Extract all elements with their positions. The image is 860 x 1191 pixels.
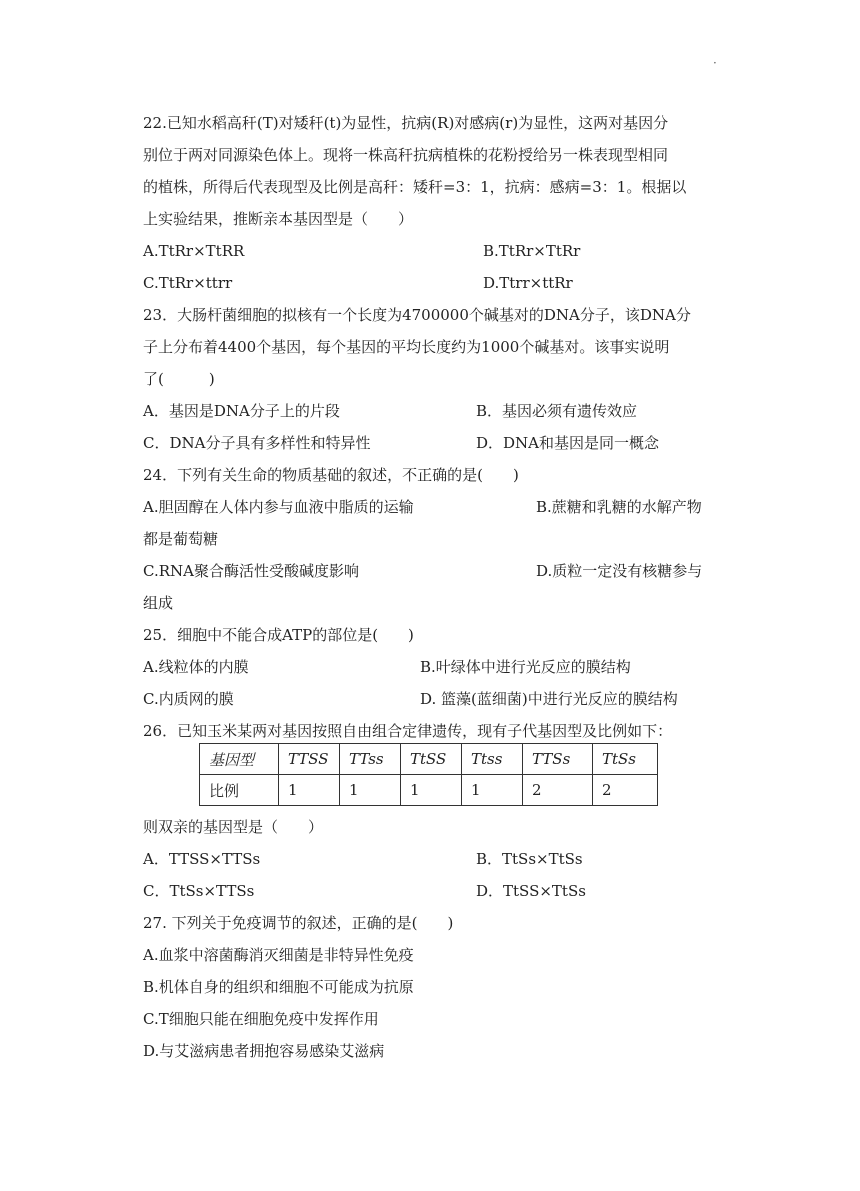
q25-option-d[interactable]: D. 篮藻(蓝细菌)中进行光反应的膜结构 [420, 690, 678, 708]
q26-option-d[interactable]: D．TtSS×TtSs [476, 882, 586, 900]
q22-option-a[interactable]: A.TtRr×TtRR [143, 242, 245, 260]
q25-option-a[interactable]: A.线粒体的内膜 [143, 658, 249, 676]
q24-stem: 24．下列有关生命的物质基础的叙述，不正确的是( ) [143, 466, 519, 484]
q24-option-b-continued[interactable]: 都是葡萄糖 [143, 530, 219, 548]
table-cell: 1 [279, 775, 340, 806]
q26-option-a[interactable]: A．TTSS×TTSs [143, 850, 261, 868]
q23-stem-line-3: 了( ) [143, 370, 215, 388]
q22-stem-line-1: 22.已知水稻高秆(T)对矮秆(t)为显性，抗病(R)对感病(r)为显性，这两对基因分 [143, 114, 669, 132]
table-row [200, 775, 658, 806]
q25-option-c[interactable]: C.内质网的膜 [143, 690, 234, 708]
q27-option-a[interactable]: A.血浆中溶菌酶消灭细菌是非特异性免疫 [143, 946, 414, 964]
table-cell: 2 [593, 775, 658, 806]
q23-option-b[interactable]: B．基因必须有遗传效应 [476, 402, 638, 420]
q22-option-d[interactable]: D.Ttrr×ttRr [483, 274, 573, 292]
q24-option-d[interactable]: D.质粒一定没有核糖参与 [536, 562, 703, 580]
table-cell: 2 [523, 775, 593, 806]
q24-option-d-continued[interactable]: 组成 [143, 594, 174, 612]
table-header-cell: TTSS [279, 744, 340, 775]
q22-stem-line-3: 的植株，所得后代表现型及比例是高秆：矮秆=3：1，抗病：感病=3：1。根据以 [143, 178, 687, 196]
q24-option-a[interactable]: A.胆固醇在人体内参与血液中脂质的运输 [143, 498, 414, 516]
q26-option-b[interactable]: B．TtSs×TtSs [476, 850, 583, 868]
table-header-cell: Ttss [462, 744, 523, 775]
table-header-cell: TtSS [401, 744, 462, 775]
q23-stem-line-2: 子上分布着4400个基因，每个基因的平均长度约为1000个碱基对。该事实说明 [143, 338, 670, 356]
q25-stem: 25．细胞中不能合成ATP的部位是( ) [143, 626, 414, 644]
table-header-row [200, 744, 658, 775]
q27-option-d[interactable]: D.与艾滋病患者拥抱容易感染艾滋病 [143, 1042, 385, 1060]
table-cell: 比例 [200, 775, 279, 806]
q24-option-b[interactable]: B.蔗糖和乳糖的水解产物 [536, 498, 702, 516]
q24-option-c[interactable]: C.RNA聚合酶活性受酸碱度影响 [143, 562, 359, 580]
table-header-cell: TTSs [523, 744, 593, 775]
q23-option-a[interactable]: A．基因是DNA分子上的片段 [143, 402, 340, 420]
q22-stem-line-4: 上实验结果，推断亲本基因型是（ ） [143, 210, 414, 228]
genotype-ratio-table [199, 743, 658, 806]
table-header-cell: 基因型 [200, 744, 279, 775]
q23-option-c[interactable]: C．DNA分子具有多样性和特异性 [143, 434, 371, 452]
q26-stem: 26．已知玉米某两对基因按照自由组合定律遗传，现有子代基因型及比例如下： [143, 722, 673, 740]
q26-option-c[interactable]: C．TtSs×TTSs [143, 882, 255, 900]
table-header-cell: TtSs [593, 744, 658, 775]
q23-stem-line-1: 23．大肠杆菌细胞的拟核有一个长度为4700000个碱基对的DNA分子，该DNA分 [143, 306, 691, 324]
q27-option-c[interactable]: C.T细胞只能在细胞免疫中发挥作用 [143, 1010, 379, 1028]
q22-option-b[interactable]: B.TtRr×TtRr [483, 242, 581, 260]
q23-option-d[interactable]: D．DNA和基因是同一概念 [476, 434, 660, 452]
q27-option-b[interactable]: B.机体自身的组织和细胞不可能成为抗原 [143, 978, 414, 996]
q22-option-c[interactable]: C.TtRr×ttrr [143, 274, 233, 292]
q22-stem-line-2: 别位于两对同源染色体上。现将一株高秆抗病植株的花粉授给另一株表现型相同 [143, 146, 669, 164]
page-mark: · [713, 56, 717, 70]
q26-followup: 则双亲的基因型是（ ） [143, 818, 324, 836]
table-cell: 1 [462, 775, 523, 806]
table-cell: 1 [340, 775, 401, 806]
table-cell: 1 [401, 775, 462, 806]
q27-stem: 27. 下列关于免疫调节的叙述，正确的是( ) [143, 914, 454, 932]
q25-option-b[interactable]: B.叶绿体中进行光反应的膜结构 [420, 658, 631, 676]
table-header-cell: TTss [340, 744, 401, 775]
